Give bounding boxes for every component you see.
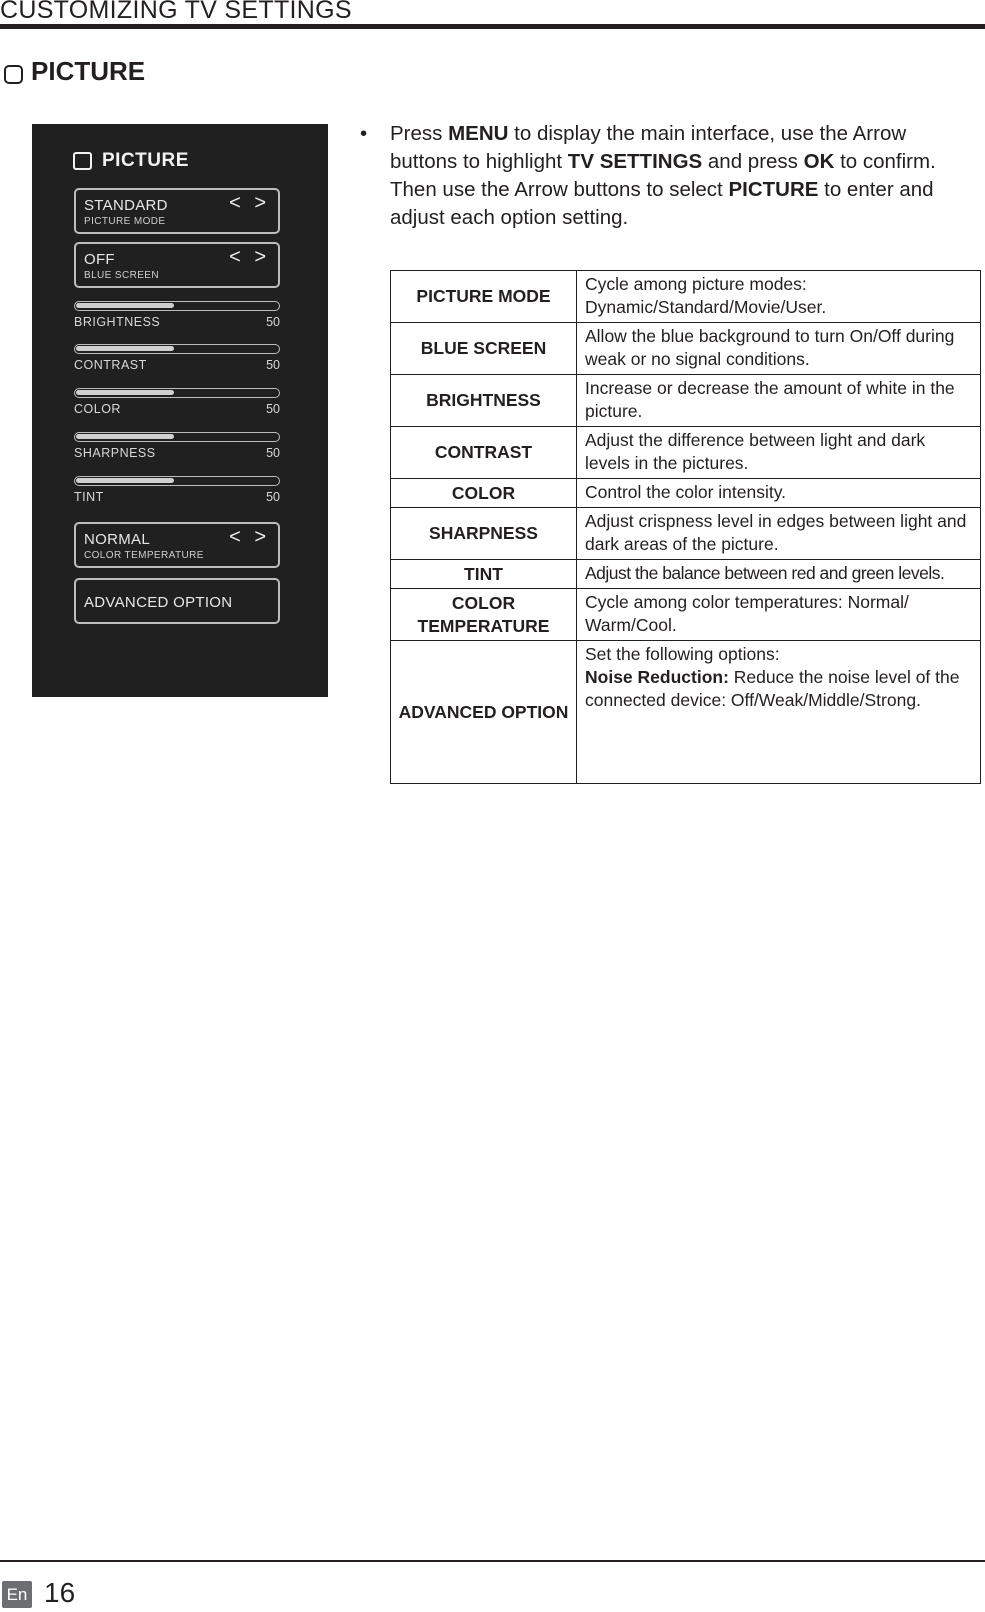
slider-value: 50: [266, 446, 280, 460]
table-row: [391, 479, 981, 508]
intro-text-part: to enter and adjust each option setting.: [390, 178, 934, 229]
slider-track[interactable]: [74, 344, 280, 354]
intro-text-part: Press: [390, 122, 449, 145]
slider-track[interactable]: [74, 301, 280, 311]
left-right-arrows-icon[interactable]: < >: [229, 246, 270, 268]
option-description: Cycle among color temperatures: Normal/ Warm/Cool.: [577, 589, 981, 641]
color-temperature-value: NORMAL: [84, 531, 150, 548]
table-row: [391, 589, 981, 641]
slider-label: CONTRAST: [74, 358, 147, 372]
option-description: Increase or decrease the amount of white in the picture.: [577, 375, 981, 427]
table-row: [391, 508, 981, 560]
tv-menu-heading-label: PICTURE: [102, 150, 189, 171]
slider-value: 50: [266, 402, 280, 416]
ok-key-term: OK: [803, 150, 835, 173]
color-temperature-selector[interactable]: [74, 522, 280, 568]
slider-track[interactable]: [74, 388, 280, 398]
slider-label: SHARPNESS: [74, 446, 156, 460]
slider-value: 50: [266, 358, 280, 372]
left-right-arrows-icon[interactable]: < >: [229, 526, 270, 548]
picture-options-table: [390, 270, 981, 784]
tint-slider[interactable]: [74, 476, 282, 514]
table-row: [391, 271, 981, 323]
color-slider[interactable]: [74, 388, 282, 426]
slider-value: 50: [266, 315, 280, 329]
option-description: Cycle among picture modes: Dynamic/Standard/Movie/User.: [577, 271, 981, 323]
slider-track[interactable]: [74, 476, 280, 486]
intro-text: [390, 120, 978, 232]
blue-screen-selector[interactable]: [74, 242, 280, 288]
advanced-option-label: ADVANCED OPTION: [84, 594, 233, 611]
option-description: Allow the blue background to turn On/Off during weak or no signal conditions.: [577, 323, 981, 375]
option-description: Adjust crispness level in edges between light and dark areas of the picture.: [577, 508, 981, 560]
slider-label: TINT: [74, 490, 104, 504]
page-number: 16: [44, 1577, 76, 1608]
menu-key-term: MENU: [448, 122, 509, 145]
tv-picture-menu-screenshot: [32, 124, 328, 697]
noise-reduction-text: Reduce the noise level of the connected device: Off/Weak/Middle/Strong.: [585, 667, 960, 710]
intro-text-part: to confirm. Then use the Arrow buttons to select: [390, 150, 936, 201]
option-name: BLUE SCREEN: [391, 323, 577, 375]
option-name: COLOR: [391, 479, 577, 508]
slider-value: 50: [266, 490, 280, 504]
table-row: [391, 375, 981, 427]
blue-screen-label: BLUE SCREEN: [84, 270, 159, 281]
option-name: TINT: [391, 560, 577, 589]
option-name: CONTRAST: [391, 427, 577, 479]
section-heading: [4, 56, 145, 87]
color-temperature-label: COLOR TEMPERATURE: [84, 550, 204, 561]
language-badge: En: [2, 1581, 32, 1608]
picture-mode-selector[interactable]: [74, 188, 280, 234]
option-name: SHARPNESS: [391, 508, 577, 560]
noise-reduction-description: [585, 666, 974, 712]
table-row: [391, 323, 981, 375]
contrast-slider[interactable]: [74, 344, 282, 382]
table-row: [391, 427, 981, 479]
picture-mode-label: PICTURE MODE: [84, 216, 166, 227]
slider-label: COLOR: [74, 402, 121, 416]
picture-term: PICTURE: [728, 178, 819, 201]
option-description: [577, 641, 981, 784]
advanced-intro: Set the following options:: [585, 644, 780, 664]
slider-fill: [76, 303, 174, 308]
intro-instruction: [360, 120, 978, 232]
bullet: •: [360, 122, 368, 145]
advanced-option-button[interactable]: [74, 578, 280, 624]
option-name: COLOR TEMPERATURE: [391, 589, 577, 641]
option-description: Adjust the difference between light and dark levels in the pictures.: [577, 427, 981, 479]
left-right-arrows-icon[interactable]: < >: [229, 192, 270, 214]
slider-fill: [76, 434, 174, 439]
intro-text-part: to display the main interface, use the Arrow buttons to highlight: [390, 122, 907, 173]
sharpness-slider[interactable]: [74, 432, 282, 470]
noise-reduction-term: Noise Reduction:: [585, 667, 729, 687]
intro-text-part: and press: [702, 150, 804, 173]
table-row: [391, 560, 981, 589]
brightness-slider[interactable]: [74, 301, 282, 339]
slider-track[interactable]: [74, 432, 280, 442]
header-rule: [0, 24, 985, 29]
picture-mode-value: STANDARD: [84, 197, 168, 214]
option-description: Control the color intensity.: [577, 479, 981, 508]
footer-rule: [0, 1560, 985, 1562]
option-name: PICTURE MODE: [391, 271, 577, 323]
slider-fill: [76, 390, 174, 395]
option-description: Adjust the balance between red and green levels.: [577, 560, 981, 589]
slider-fill: [76, 346, 174, 351]
tv-settings-term: TV SETTINGS: [567, 150, 703, 173]
option-name: BRIGHTNESS: [391, 375, 577, 427]
option-name: ADVANCED OPTION: [391, 641, 577, 784]
slider-fill: [76, 478, 174, 483]
square-outline-icon: [4, 65, 23, 84]
section-title: PICTURE: [31, 56, 146, 86]
blue-screen-value: OFF: [84, 251, 115, 268]
table-row: [391, 641, 981, 784]
square-outline-icon: [73, 152, 92, 170]
slider-label: BRIGHTNESS: [74, 315, 161, 329]
page-header-title: CUSTOMIZING TV SETTINGS: [0, 0, 352, 24]
tv-menu-heading: [73, 150, 189, 172]
